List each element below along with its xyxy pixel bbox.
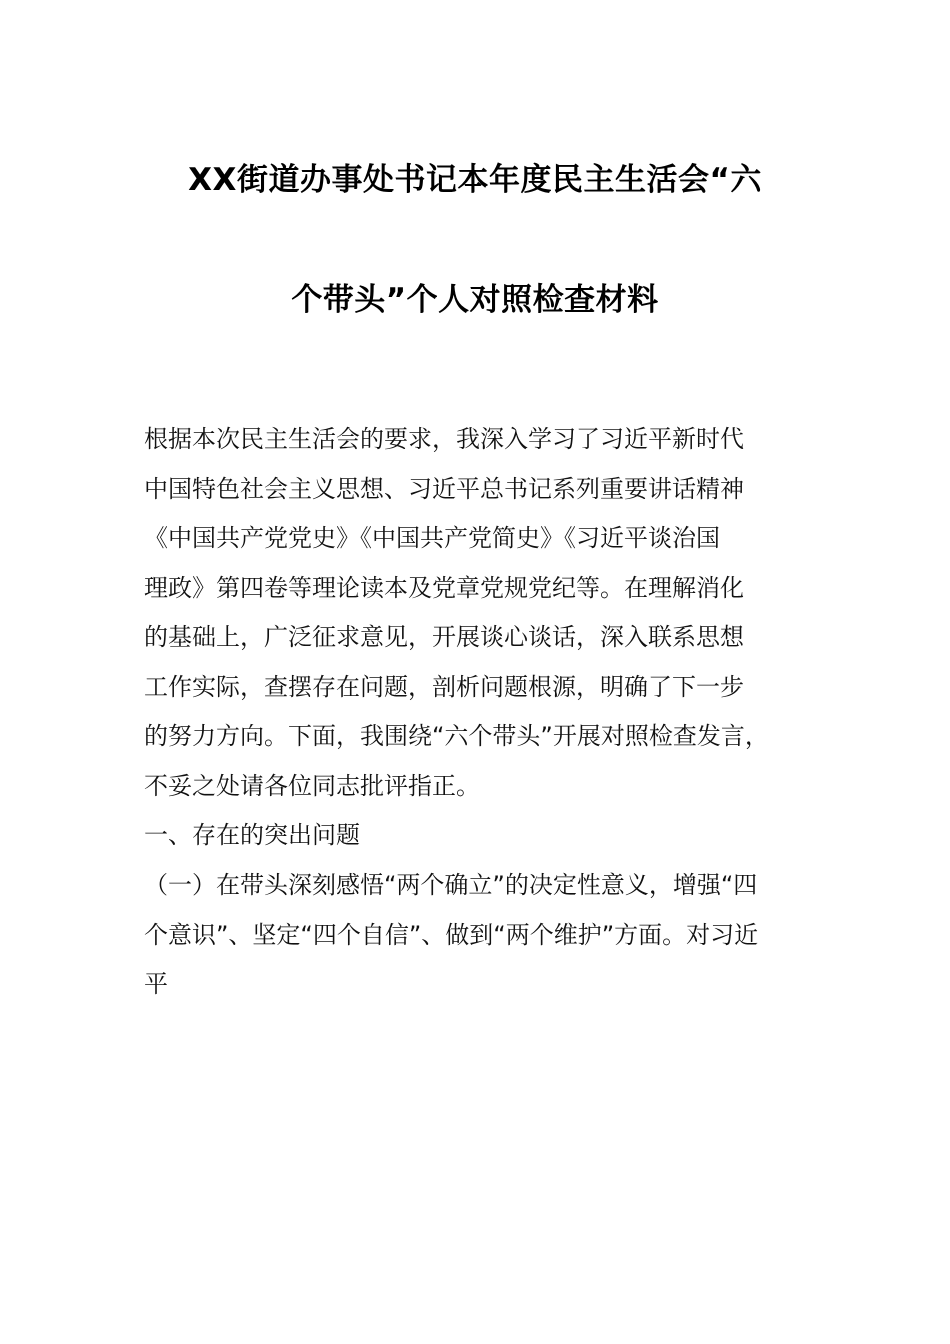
body-line-10: （一）在带头深刻感悟“两个确立”的决定性意义，增强“四 — [144, 871, 758, 899]
body-line-6: 工作实际，查摆存在问题，剖析问题根源，明确了下一步 — [144, 673, 744, 701]
body-line-7: 的努力方向。下面，我围绕“六个带头”开展对照检查发言， — [144, 722, 769, 750]
body-line-8: 不妥之处请各位同志批评指正。 — [144, 772, 480, 800]
section-heading: 一、存在的突出问题 — [144, 821, 360, 849]
body-line-5: 的基础上，广泛征求意见，开展谈心谈话，深入联系思想 — [144, 623, 744, 651]
body-line-4: 理政》第四卷等理论读本及党章党规党纪等。在理解消化 — [144, 574, 744, 602]
body-line-11: 个意识”、坚定“四个自信”、做到“两个维护”方面。对习近 — [144, 921, 759, 949]
body-line-12: 平 — [144, 970, 168, 998]
document-title-line-1: XX街道办事处书记本年度民主生活会“六 — [188, 162, 762, 198]
body-line-3: 《中国共产党党史》《中国共产党简史》《习近平谈治国 — [144, 524, 720, 552]
document-title-line-2: 个带头”个人对照检查材料 — [291, 282, 659, 318]
body-line-2: 中国特色社会主义思想、习近平总书记系列重要讲话精神 — [144, 475, 744, 503]
body-line-1: 根据本次民主生活会的要求，我深入学习了习近平新时代 — [144, 425, 744, 453]
